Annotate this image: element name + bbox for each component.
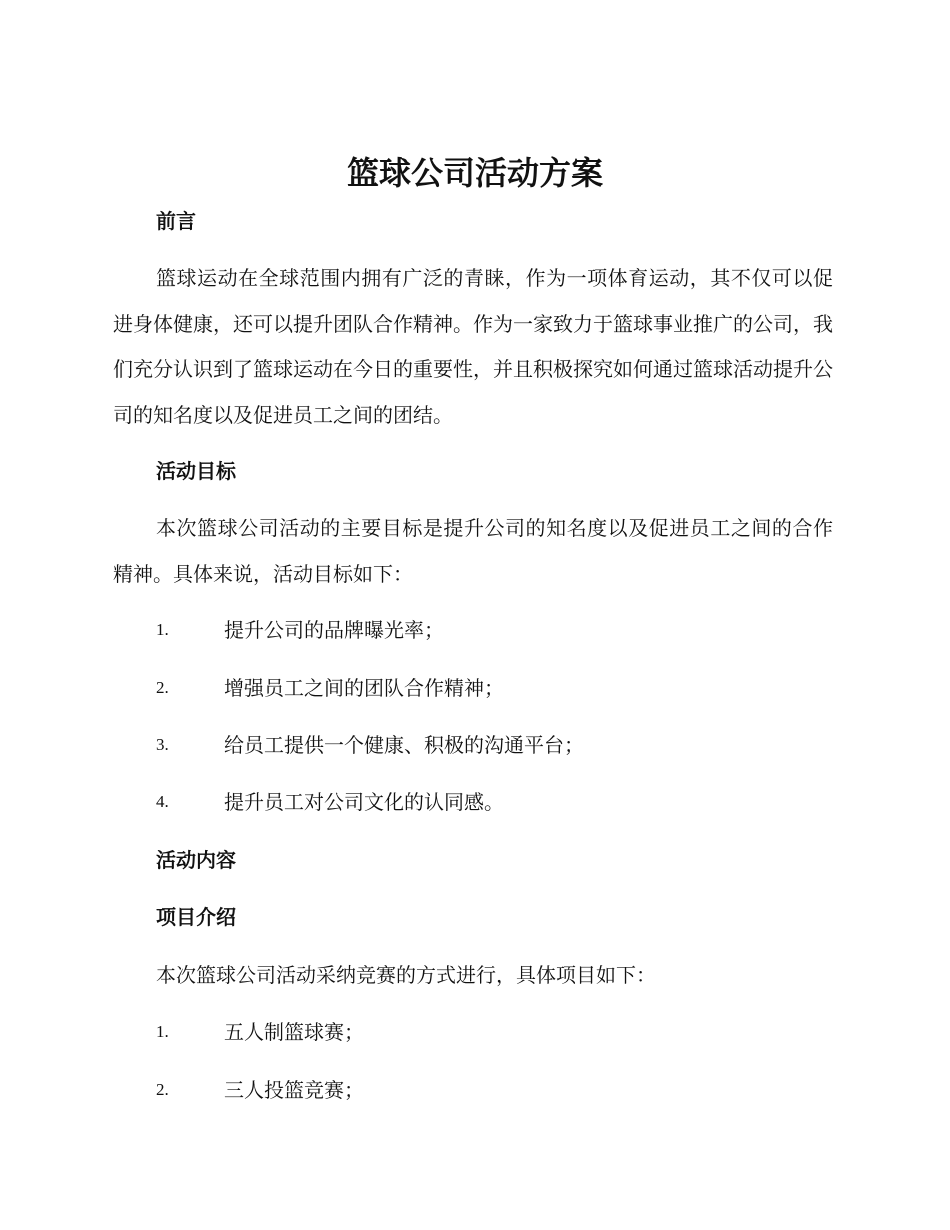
list-item-goal-1 <box>156 615 836 645</box>
list-number: 2. <box>156 1080 169 1099</box>
list-item-goal-3 <box>156 730 836 760</box>
list-text: 提升公司的品牌曝光率； <box>224 618 444 642</box>
list-item-project-1 <box>156 1017 836 1047</box>
list-item-project-2 <box>156 1075 836 1105</box>
list-text: 三人投篮竞赛； <box>224 1078 364 1102</box>
subheading-project-intro: 项目介绍 <box>156 905 236 929</box>
list-text: 提升员工对公司文化的认同感。 <box>224 790 504 814</box>
paragraph-goals: 本次篮球公司活动的主要目标是提升公司的知名度以及促进员工之间的合作精神。具体来说，活动目标如下： <box>113 516 833 586</box>
paragraph-project-intro: 本次篮球公司活动采纳竞赛的方式进行，具体项目如下： <box>156 963 656 987</box>
document-title: 篮球公司活动方案 <box>346 154 603 192</box>
list-number: 3. <box>156 735 169 754</box>
list-number: 4. <box>156 792 169 811</box>
paragraph-preface: 篮球运动在全球范围内拥有广泛的青睐，作为一项体育运动，其不仅可以促进身体健康，还可以提升团队合作精神。作为一家致力于篮球事业推广的公司，我们充分认识到了篮球运动在今日的重要性，并且积极探究如何通过篮球活动提升公司的知名度以及促进员工之间的团结。 <box>113 266 833 427</box>
list-text: 五人制篮球赛； <box>224 1020 364 1044</box>
heading-goals: 活动目标 <box>156 459 236 483</box>
list-text: 给员工提供一个健康、积极的沟通平台； <box>224 733 584 757</box>
heading-content: 活动内容 <box>156 848 236 872</box>
list-item-goal-2 <box>156 673 836 703</box>
list-item-goal-4 <box>156 787 836 817</box>
list-number: 1. <box>156 1022 169 1041</box>
heading-preface: 前言 <box>156 209 196 233</box>
list-number: 1. <box>156 620 169 639</box>
list-text: 增强员工之间的团队合作精神； <box>224 676 504 700</box>
list-number: 2. <box>156 678 169 697</box>
